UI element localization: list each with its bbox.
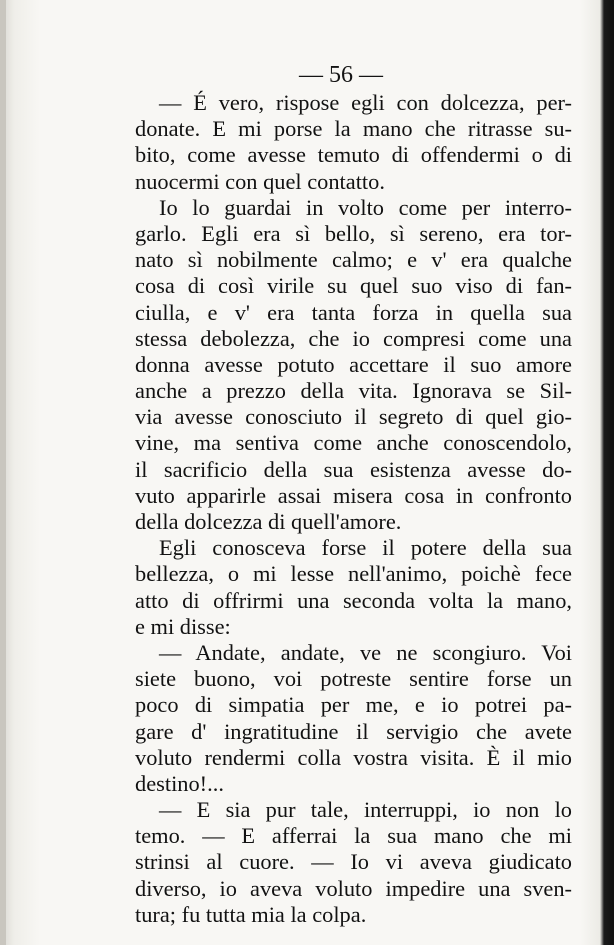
text-line: — Andate, andate, ve ne scongiuro. Voi: [159, 639, 572, 665]
text-line: gare d' ingratitudine il servigio che avete: [135, 718, 572, 744]
text-line: destino!...: [135, 770, 224, 796]
page-left-edge: [0, 0, 6, 945]
text-line: della dolcezza di quell'amore.: [135, 509, 402, 534]
text-line: voluto rendermi colla vostra visita. È il mio: [135, 744, 572, 770]
text-line: via avesse conosciuto il segreto di quel gio-: [135, 404, 572, 430]
text-line: atto di offrirmi una seconda volta la mano,: [135, 587, 572, 613]
text-line: Io lo guardai in volto come per interro-: [159, 194, 572, 220]
text-line: cosa di così virile su quel suo viso di fan-: [135, 273, 572, 299]
body-text: [135, 90, 572, 928]
text-line: — É vero, rispose egli con dolcezza, per-: [159, 90, 572, 115]
text-line: vine, ma sentiva come anche conoscendolo,: [135, 430, 572, 456]
text-line: e mi disse:: [135, 613, 231, 639]
text-line: Egli conosceva forse il potere della sua: [159, 535, 572, 561]
text-line: donna avesse potuto accettare il suo amore: [135, 351, 572, 377]
text-line: diverso, io aveva voluto impedire una sven-: [135, 875, 572, 901]
text-line: ciulla, e v' era tanta forza in quella sua: [135, 299, 572, 325]
text-line: — E sia pur tale, interruppi, io non lo: [159, 797, 572, 823]
text-line: bellezza, o mi lesse nell'animo, poichè fece: [135, 561, 572, 587]
text-line: bito, come avesse temuto di offendermi o di: [135, 142, 572, 168]
text-line: vuto apparirle assai misera cosa in confronto: [135, 482, 572, 508]
text-line: stessa debolezza, che io compresi come una: [135, 325, 572, 351]
text-line: nato sì nobilmente calmo; e v' era qualche: [135, 247, 572, 273]
text-line: siete buono, voi potreste sentire forse un: [135, 666, 572, 692]
text-line: donate. E mi porse la mano che ritrasse su-: [135, 116, 572, 142]
text-line: nuocermi con quel contatto.: [135, 168, 385, 194]
text-line: il sacrificio della sua esistenza avesse do-: [135, 456, 572, 482]
page-number: — 56 —: [299, 62, 383, 88]
text-line: anche a prezzo della vita. Ignorava se Sil-: [135, 378, 572, 404]
text-line: poco di simpatia per me, e io potrei pa-: [135, 692, 572, 718]
text-line: temo. — E afferrai la sua mano che mi: [135, 823, 572, 849]
text-line: tura; fu tutta mia la colpa.: [135, 901, 367, 927]
text-line: strinsi al cuore. — Io vi aveva giudicato: [135, 849, 572, 875]
text-line: garlo. Egli era sì bello, sì sereno, era tor-: [135, 220, 572, 246]
